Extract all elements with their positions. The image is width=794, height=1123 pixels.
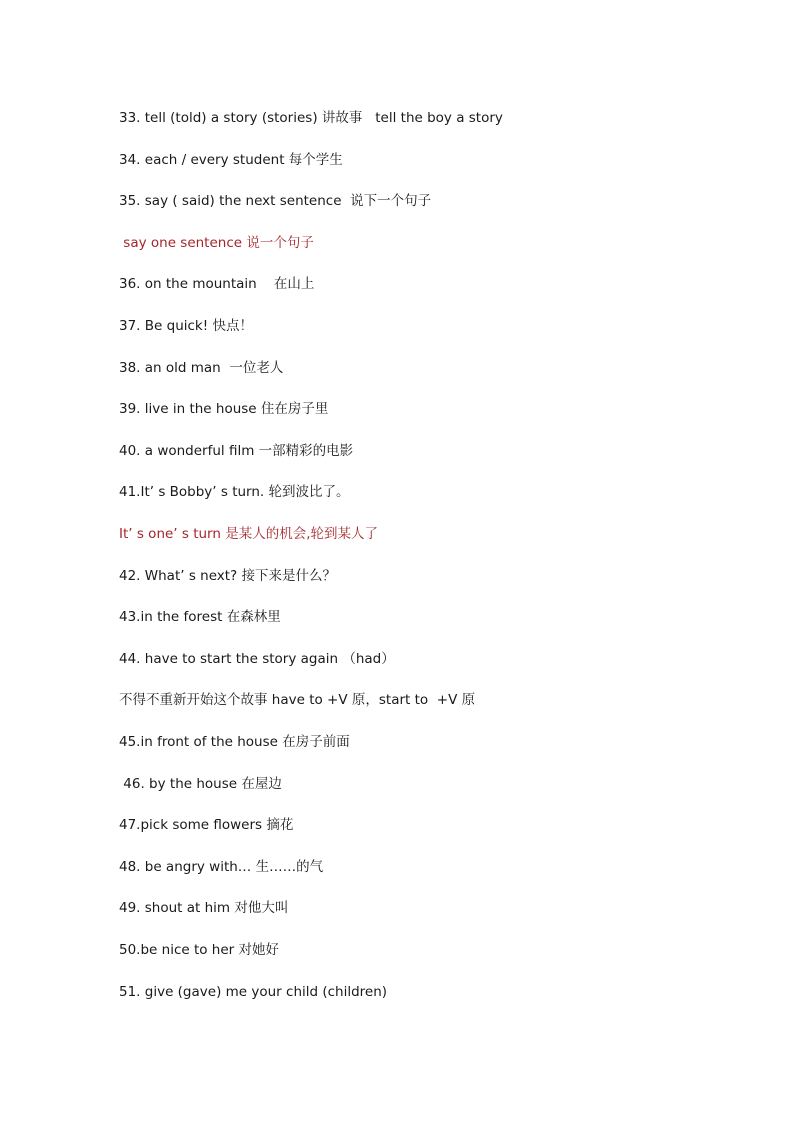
vocab-line-44-translation: 不得不重新开始这个故事 have to +V 原，start to +V 原 [119, 692, 476, 708]
vocab-line-41: 41.It’ s Bobby’ s turn. 轮到波比了。 [119, 484, 350, 500]
vocab-line-46: 46. by the house 在屋边 [119, 776, 282, 792]
vocab-line-45: 45.in front of the house 在房子前面 [119, 734, 350, 750]
vocab-line-50: 50.be nice to her 对她好 [119, 942, 280, 958]
vocab-line-42: 42. What’ s next? 接下来是什么？ [119, 568, 337, 584]
vocab-line-35: 35. say ( said) the next sentence 说下一个句子 [119, 193, 432, 209]
vocab-line-44: 44. have to start the story again （had） [119, 651, 395, 667]
vocab-line-49: 49. shout at him 对他大叫 [119, 900, 289, 916]
vocab-line-51: 51. give (gave) me your child (children) [119, 984, 388, 1000]
vocab-line-34: 34. each / every student 每个学生 [119, 152, 343, 168]
vocab-line-37: 37. Be quick! 快点！ [119, 318, 253, 334]
vocab-line-33: 33. tell (told) a story (stories) 讲故事 tell the boy a story [119, 110, 503, 126]
vocab-line-48: 48. be angry with… 生……的气 [119, 859, 324, 875]
vocab-note-say-one-sentence: say one sentence 说一个句子 [119, 235, 314, 251]
vocab-line-39: 39. live in the house 住在房子里 [119, 401, 329, 417]
vocab-line-36: 36. on the mountain 在山上 [119, 276, 315, 292]
vocab-line-38: 38. an old man 一位老人 [119, 360, 284, 376]
vocab-line-40: 40. a wonderful film 一部精彩的电影 [119, 443, 354, 459]
vocab-note-ones-turn: It’ s one’ s turn 是某人的机会,轮到某人了 [119, 526, 379, 542]
vocab-line-43: 43.in the forest 在森林里 [119, 609, 281, 625]
vocab-line-47: 47.pick some flowers 摘花 [119, 817, 294, 833]
